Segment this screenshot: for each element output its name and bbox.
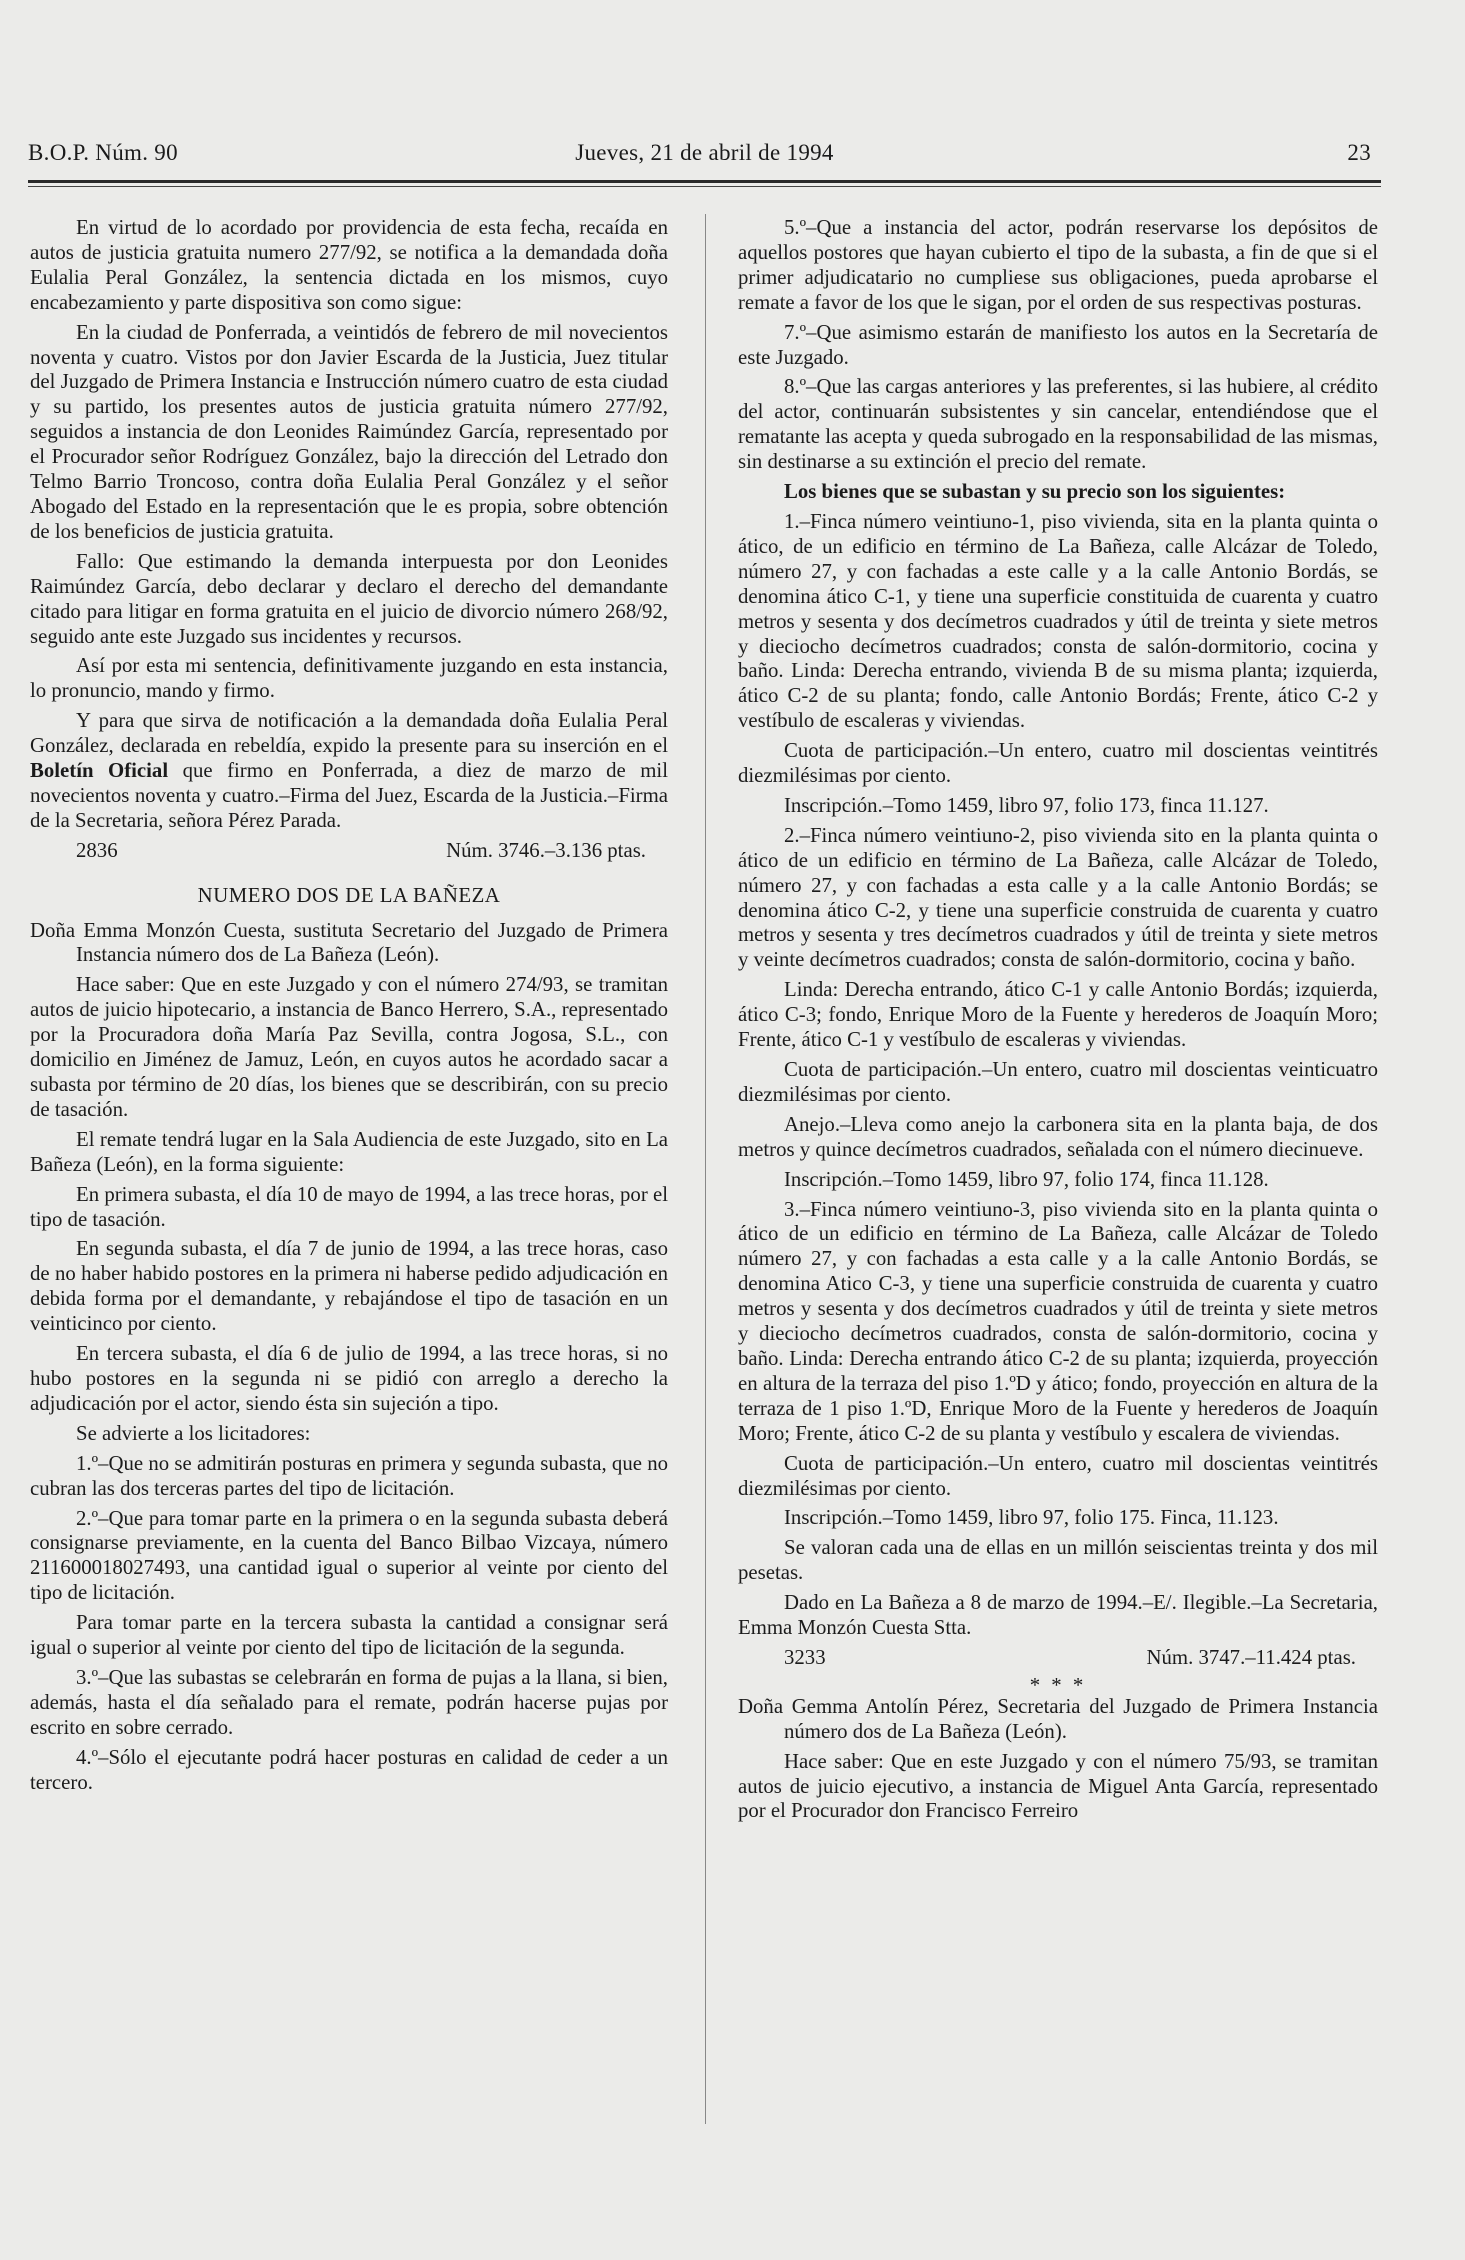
paragraph: En la ciudad de Ponferrada, a veintidós de febrero de mil novecientos noventa y cuatro. Vistos por don Javier Escarda de la Justicia, Juez titular del Juzgado de Primera Instancia e Instrucción número cuatro de esta ciudad y su partido, los presentes autos de justicia gratuita número 277/92, seguidos a instancia de don Leonides Raimúndez García, representado por el Procurador señor Rodríguez González, bajo la dirección del Letrado don Telmo Barrio Troncoso, contra doña Eulalia Peral González y el señor Abogado del Estado en la representación que le es propia, sobre obtención de los beneficios de justicia gratuita. [30,320,668,543]
paragraph: Se valoran cada una de ellas en un millón seiscientas treinta y dos mil pesetas. [738,1536,1378,1585]
paragraph: Cuota de participación.–Un entero, cuatro mil doscientas veinticuatro diezmilésimas por ciento. [738,1058,1378,1106]
paragraph: Así por esta mi sentencia, definitivamente juzgando en esta instancia, lo pronuncio, mando y firmo. [30,654,668,703]
paragraph: En virtud de lo acordado por providencia de esta fecha, recaída en autos de justicia gratuita numero 277/92, se notifica a la demandada doña Eulalia Peral González, la sentencia dictada en los mismos, cuyo encabezamiento y parte dispositiva son como sigue: [30,216,668,314]
paragraph [30,709,668,834]
paragraph: Doña Emma Monzón Cuesta, sustituta Secretario del Juzgado de Primera Instancia número dos de La Bañeza (León). [30,918,668,967]
reference-line [30,839,668,864]
paragraph: Se advierte a los licitadores: [76,1421,311,1445]
bold-heading: Los bienes que se subastan y su precio son los siguientes: [784,480,1286,504]
paragraph: En tercera subasta, el día 6 de julio de 1994, a las trece horas, si no hubo postores en la segunda ni se pidió con arreglo a derecho la adjudicación por el actor, siendo ésta sin sujeción a tipo. [30,1342,668,1415]
reference-price: Núm. 3746.–3.136 ptas. [446,838,646,862]
text-run: Y para que sirva de notificación a la demandada doña Eulalia Peral González, declarada en rebeldía, expido la presente para su inserción en el [30,709,668,758]
paragraph: Inscripción.–Tomo 1459, libro 97, folio 173, finca 11.127. [784,793,1269,817]
paragraph: Linda: Derecha entrando, ático C-1 y calle Antonio Bordás; izquierda, ático C-3; fondo, Enrique Moro de la Fuente y herederos de Joaquín Moro; Frente, ático C-1 y vestíbulo de escaleras y viviendas. [738,978,1378,1052]
section-heading: NUMERO DOS DE LA BAÑEZA [197,883,501,907]
paragraph: Para tomar parte en la tercera subasta la cantidad a consignar será igual o superior al veinte por ciento del tipo de licitación de la segunda. [30,1611,668,1660]
paragraph: Inscripción.–Tomo 1459, libro 97, folio 174, finca 11.128. [784,1167,1269,1191]
paragraph: Cuota de participación.–Un entero, cuatro mil doscientas veintitrés diezmilésimas por ciento. [738,739,1378,788]
paragraph: Inscripción.–Tomo 1459, libro 97, folio 175. Finca, 11.123. [784,1506,1279,1530]
paragraph: Dado en La Bañeza a 8 de marzo de 1994.–E/. Ilegible.–La Secretaria, Emma Monzón Cuesta Stta. [738,1591,1378,1640]
paragraph: En primera subasta, el día 10 de mayo de 1994, a las trece horas, por el tipo de tasación. [30,1182,668,1231]
header-rule-thin [28,186,1381,187]
reference-price: Núm. 3747.–11.424 ptas. [1146,1645,1356,1669]
paragraph: Doña Gemma Antolín Pérez, Secretaria del Juzgado de Primera Instancia número dos de La Bañeza (León). [738,1694,1378,1743]
issue-date: Jueves, 21 de abril de 1994 [575,140,834,165]
paragraph: 2.–Finca número veintiuno-2, piso vivienda sito en la planta quinta o ático de un edificio en término de La Bañeza, calle Alcázar de Toledo, número 27, y con fachadas a esta calle y a la calle Antonio Bordás; se denomina ático C-2, y tiene una superficie construida de cuarenta y cuatro metros y sesenta y tres decímetros cuadrados y útil de treinta y siete metros y veinte decímetros cuadrados; consta de salón-dormitorio, cocina y baño. [738,823,1378,972]
paragraph: El remate tendrá lugar en la Sala Audiencia de este Juzgado, sito en La Bañeza (León), en la forma siguiente: [30,1127,668,1176]
separator-stars: * * * [1029,1673,1087,1697]
text-run: que firmo en Ponferrada, a diez de marzo de mil novecientos noventa y cuatro.–Firma del Juez, Escarda de la Justicia.–Firma de la Secretaria, señora Pérez Parada. [30,759,668,832]
reference-line [738,1646,1378,1671]
issue-number: B.O.P. Núm. 90 [28,140,178,165]
paragraph: 3.–Finca número veintiuno-3, piso vivienda sito en la planta quinta o ático de un edificio en término de La Bañeza, calle Alcázar de Toledo número 27, y con fachadas a esta calle y a la calle Antonio Bordás, se denomina Atico C-3, y tiene una superficie construida de cuarenta y cuatro metros y sesenta y dos decímetros cuadrados y útil de treinta y siete metros y dieciocho decímetros cuadrados, consta de salón-dormitorio, cocina y baño. Linda: Derecha entrando ático C-2 de su planta; izquierda, proyección en altura de la terraza del piso 1.ºD y ático; fondo, proyección en altura de la terraza de 1 piso 1.ºD, Enrique Moro de la Fuente y herederos de Joaquín Moro; Frente, ático C-2 de su planta y vestíbulo y escalera de viviendas. [738,1197,1378,1445]
paragraph: 3.º–Que las subastas se celebrarán en forma de pujas a la llana, si bien, además, hasta el día señalado para el remate, podrán hacerse pujas por escrito en sobre cerrado. [30,1665,668,1739]
paragraph: 1.º–Que no se admitirán posturas en primera y segunda subasta, que no cubran las dos terceras partes del tipo de licitación. [30,1451,668,1500]
paragraph: Fallo: Que estimando la demanda interpuesta por don Leonides Raimúndez García, debo declarar y declaro el derecho del demandante citado para litigar en forma gratuita en el juicio de divorcio número 268/92, seguido ante este Juzgado sus incidentes y recursos. [30,549,668,648]
paragraph: 5.º–Que a instancia del actor, podrán reservarse los depósitos de aquellos postores que hayan cubierto el tipo de la subasta, a fin de que si el primer adjudicatario no cumpliese sus obligaciones, pueda aprobarse el remate a favor de los que le sigan, por el orden de sus respectivas posturas. [738,216,1378,314]
paragraph: 4.º–Sólo el ejecutante podrá hacer posturas en calidad de ceder a un tercero. [30,1745,668,1794]
paragraph: Hace saber: Que en este Juzgado y con el número 274/93, se tramitan autos de juicio hipotecario, a instancia de Banco Herrero, S.A., representado por la Procuradora doña María Paz Sevilla, contra Jogosa, S.L., con domicilio en Jiménez de Jamuz, León, en cuyos autos he acordado sacar a subasta por término de 20 días, los bienes que se describirán, con su precio de tasación. [30,973,668,1121]
paragraph: Anejo.–Lleva como anejo la carbonera sita en la planta baja, de dos metros y quince decímetros cuadrados, señalada con el número diecinueve. [738,1112,1378,1161]
paragraph: 8.º–Que las cargas anteriores y las preferentes, si las hubiere, al crédito del actor, continuarán subsistentes y sin cancelar, entendiéndose que el rematante las acepta y queda subrogado en la responsabilidad de las mismas, sin destinarse a su extinción el precio del remate. [738,375,1378,474]
paragraph: En segunda subasta, el día 7 de junio de 1994, a las trece horas, caso de no haber habido postores en la primera ni haberse pedido adjudicación en debida forma por el demandante, y rebajándose el tipo de tasación en un veinticinco por ciento. [30,1237,668,1336]
right-column [738,216,1378,1829]
page-header [28,140,1381,180]
page-number: 23 [1347,140,1371,165]
paragraph: Cuota de participación.–Un entero, cuatro mil doscientas veintitrés diezmilésimas por ciento. [738,1451,1378,1500]
paragraph: Hace saber: Que en este Juzgado y con el número 75/93, se tramitan autos de juicio ejecutivo, a instancia de Miguel Anta García, representado por el Procurador don Francisco Ferreiro [738,1749,1378,1823]
reference-code: 2836 [76,838,118,862]
paragraph: 2.º–Que para tomar parte en la primera o en la segunda subasta deberá consignarse previamente, en la cuenta del Banco Bilbao Vizcaya, número 211600018027493, una cantidad igual o superior al veinte por ciento del tipo de licitación. [30,1506,668,1605]
paragraph: 1.–Finca número veintiuno-1, piso vivienda, sita en la planta quinta o ático, de un edificio en término de La Bañeza, calle Alcázar de Toledo, número 27, y con fachadas a este calle y a la calle Antonio Bordás, se denomina ático C-1, y tiene una superficie constituida de cuarenta y cuatro metros y sesenta y dos decímetros cuadrados y útil de treinta y siete metros y dieciocho decímetros cuadrados; consta de salón-dormitorio, cocina y baño. Linda: Derecha entrando, vivienda B de su misma planta; izquierda, ático C-2 de su planta; fondo, calle Antonio Bordás; Frente, ático C-2 y vestíbulo de escaleras y viviendas. [738,509,1378,733]
header-rule [28,180,1381,183]
left-column [30,216,668,1800]
paragraph: 7.º–Que asimismo estarán de manifiesto los autos en la Secretaría de este Juzgado. [738,320,1378,369]
reference-code: 3233 [784,1645,826,1669]
bold-text: Boletín Oficial [30,759,169,783]
column-divider [705,214,706,2124]
